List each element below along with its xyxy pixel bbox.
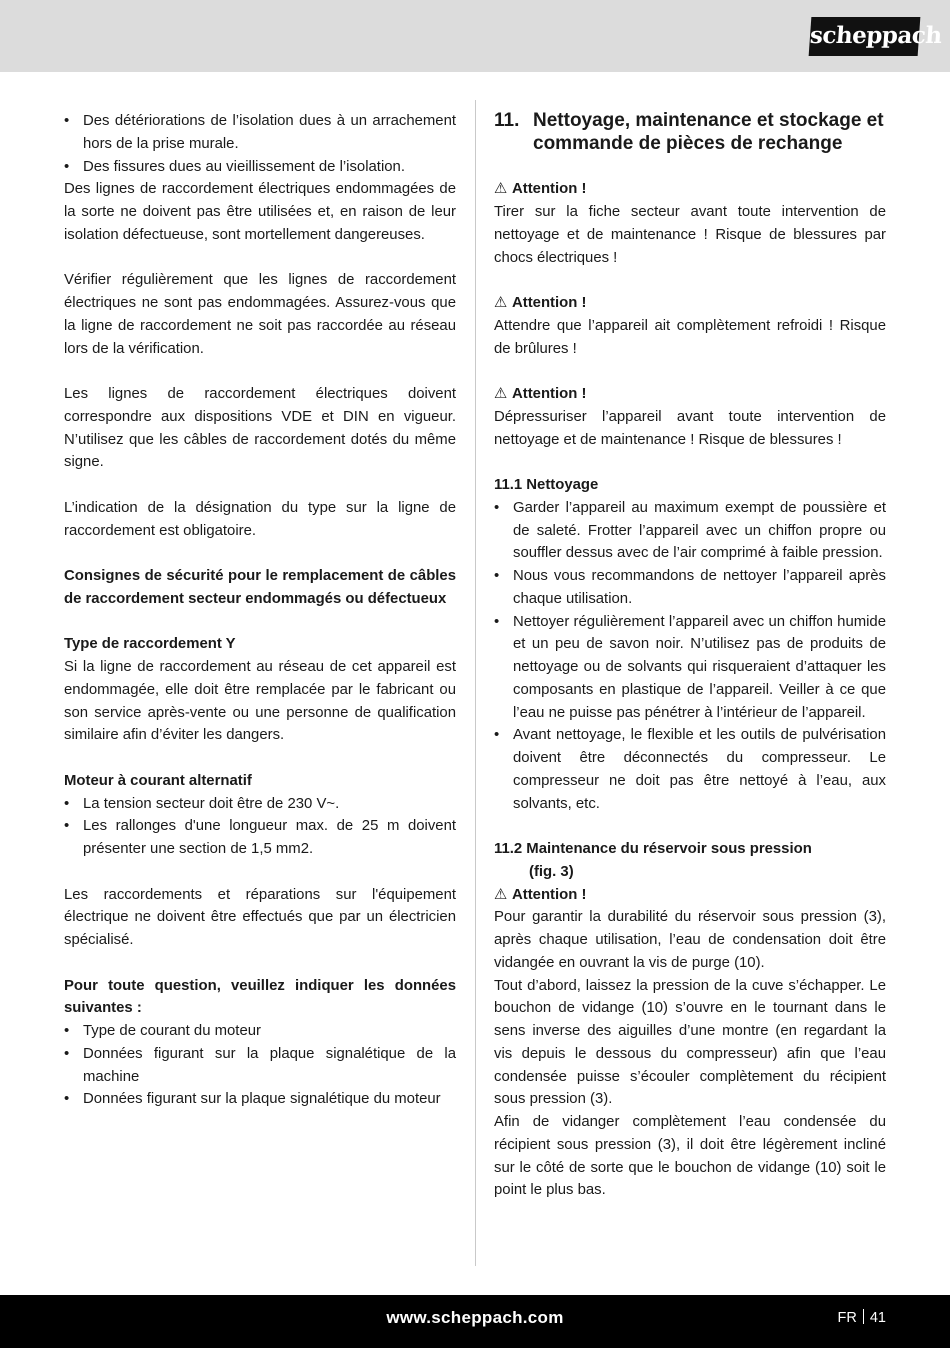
- question-heading: Pour toute question, veuillez indiquer les données suivantes :: [64, 977, 456, 1017]
- list-item: • Garder l’appareil au maximum exempt de poussière et de saleté. Frotter l’appareil avec un chiffon propre ou souffler dessus avec de l’air comprimé à faible pression.: [494, 497, 886, 565]
- bullet-icon: •: [494, 613, 500, 630]
- paragraph: Les raccordements et réparations sur l'équipement électrique ne doivent être effectués que par un électricien spécialisé.: [64, 886, 456, 948]
- paragraph: Vérifier régulièrement que les lignes de raccordement électriques ne sont pas endommagées. Assurez-vous que la ligne de raccordement ne soit pas raccordée au réseau lors de la vérification.: [64, 272, 456, 357]
- warning-triangle-icon: ⚠: [494, 386, 508, 402]
- type-heading: Type de raccordement Y: [64, 636, 236, 653]
- safety-heading: Consignes de sécurité pour le remplacement de câbles de raccordement secteur endommagés ou défectueux: [64, 568, 456, 607]
- column-divider: [475, 100, 476, 1266]
- maintenance-heading: 11.2 Maintenance du réservoir sous pression (fig. 3): [494, 841, 812, 880]
- bullet-icon: •: [64, 113, 70, 129]
- list-item: • Les rallonges d'une longueur max. de 25 m doivent présenter une section de 1,5 mm2.: [64, 815, 456, 861]
- list-item: • Avant nettoyage, le flexible et les outils de pulvérisation doivent être déconnectés du compresseur. Le compresseur ne doit pas être nettoyé à l’eau, aux solvants, etc.: [494, 724, 886, 815]
- page-indicator: [838, 1295, 886, 1341]
- attention-label: ⚠ Attention !: [494, 383, 886, 406]
- warning-text: Dépressuriser l’appareil avant toute intervention de nettoyage et de maintenance ! Risque de blessures !: [494, 408, 886, 448]
- cleaning-heading: 11.1 Nettoyage: [494, 477, 599, 493]
- warning-triangle-icon: ⚠: [494, 295, 508, 311]
- list-item: • Données figurant sur la plaque signalétique du moteur: [64, 1088, 456, 1111]
- paragraph: Des lignes de raccordement électriques endommagées de la sorte ne doivent pas être utilisées et, en raison de leur isolation défectueuse, sont mortellement dangereuses.: [64, 181, 456, 243]
- list-item: • La tension secteur doit être de 230 V~.: [64, 793, 456, 816]
- attention-label: ⚠ Attention !: [494, 884, 886, 907]
- language-code: FR: [837, 1310, 857, 1326]
- bullet-icon: •: [64, 818, 70, 835]
- bullet-icon: •: [494, 727, 500, 744]
- section-title-text: Nettoyage, maintenance et stockage et commande de pièces de rechange: [533, 110, 884, 154]
- footer-bar: [0, 1295, 950, 1348]
- list-item: • Des fissures dues au vieillissement de l’isolation.: [64, 156, 456, 179]
- website-link[interactable]: www.scheppach.com: [386, 1308, 564, 1327]
- list-item: • Nous vous recommandons de nettoyer l’appareil après chaque utilisation.: [494, 565, 886, 611]
- warning-text: Attendre que l’appareil ait complètement refroidi ! Risque de brûlures !: [494, 317, 886, 357]
- paragraph: Afin de vidanger complètement l’eau condensée du récipient sous pression (3), il doit être légèrement incliné sur le côté de sorte que le bouchon de vidange (10) soit le point le plus bas.: [494, 1114, 886, 1199]
- bullet-icon: •: [64, 1091, 70, 1108]
- page-number: 41: [869, 1310, 886, 1326]
- bullet-icon: •: [494, 499, 500, 516]
- cleaning-list: [494, 497, 886, 816]
- right-column: [494, 110, 886, 1202]
- list-item: • Des détériorations de l’isolation dues à un arrachement hors de la prise murale.: [64, 110, 456, 156]
- bullet-icon: •: [64, 1045, 70, 1062]
- bullet-icon: •: [64, 158, 70, 175]
- motor-list: [64, 793, 456, 861]
- left-column: [64, 110, 456, 1111]
- bullet-icon: •: [494, 568, 500, 584]
- section-title: [494, 110, 886, 156]
- paragraph: Si la ligne de raccordement au réseau de cet appareil est endommagée, elle doit être remplacée par le fabricant ou son service après-vente ou une personne de qualification similaire afin d’éviter les dangers.: [64, 659, 456, 744]
- list-item: • Données figurant sur la plaque signalétique de la machine: [64, 1043, 456, 1089]
- question-list: [64, 1020, 456, 1111]
- bullet-icon: •: [64, 1023, 70, 1039]
- warning-text: Tirer sur la fiche secteur avant toute intervention de nettoyage et de maintenance ! Risque de blessures par chocs électriques !: [494, 204, 886, 266]
- attention-label: ⚠ Attention !: [494, 178, 886, 201]
- list-item: • Nettoyer régulièrement l’appareil avec un chiffon humide et un peu de savon noir. N’utilisez pas de produits de nettoyage ou de solvants qui risqueraient d’attaquer les composants en plastique de l’appareil. Veiller à ce que l’eau ne puisse pas pénétrer à l’intérieur de l’appareil.: [494, 611, 886, 725]
- list-item: • Type de courant du moteur: [64, 1020, 456, 1043]
- paragraph: Pour garantir la durabilité du réservoir sous pression (3), après chaque utilisation, l’eau de condensation doit être vidangée en ouvrant la vis de purge (10).: [494, 909, 886, 971]
- paragraph: Tout d’abord, laissez la pression de la cuve s’échapper. Le bouchon de vidange (10) s’ouvre en le tournant dans le sens inverse des aiguilles d’une montre (en regardant la vis depuis le dessous du compresseur) afin que l’eau condensée puisse s’écouler complètement du récipient sous pression (3).: [494, 977, 886, 1108]
- motor-heading: Moteur à courant alternatif: [64, 772, 252, 789]
- paragraph: L’indication de la désignation du type sur la ligne de raccordement est obligatoire.: [64, 499, 456, 539]
- scheppach-logo: scheppach: [809, 17, 921, 56]
- warning-triangle-icon: ⚠: [494, 886, 508, 903]
- header-band: [0, 0, 950, 72]
- bullet-icon: •: [64, 795, 70, 812]
- paragraph: Les lignes de raccordement électriques doivent correspondre aux dispositions VDE et DIN en vigueur. N’utilisez que les câbles de raccordement dotés du même signe.: [64, 386, 456, 471]
- separator: [863, 1309, 864, 1324]
- section-number: 11.: [494, 110, 520, 131]
- warning-triangle-icon: ⚠: [494, 181, 508, 198]
- attention-label: ⚠ Attention !: [494, 292, 886, 315]
- insulation-damage-list: [64, 110, 456, 178]
